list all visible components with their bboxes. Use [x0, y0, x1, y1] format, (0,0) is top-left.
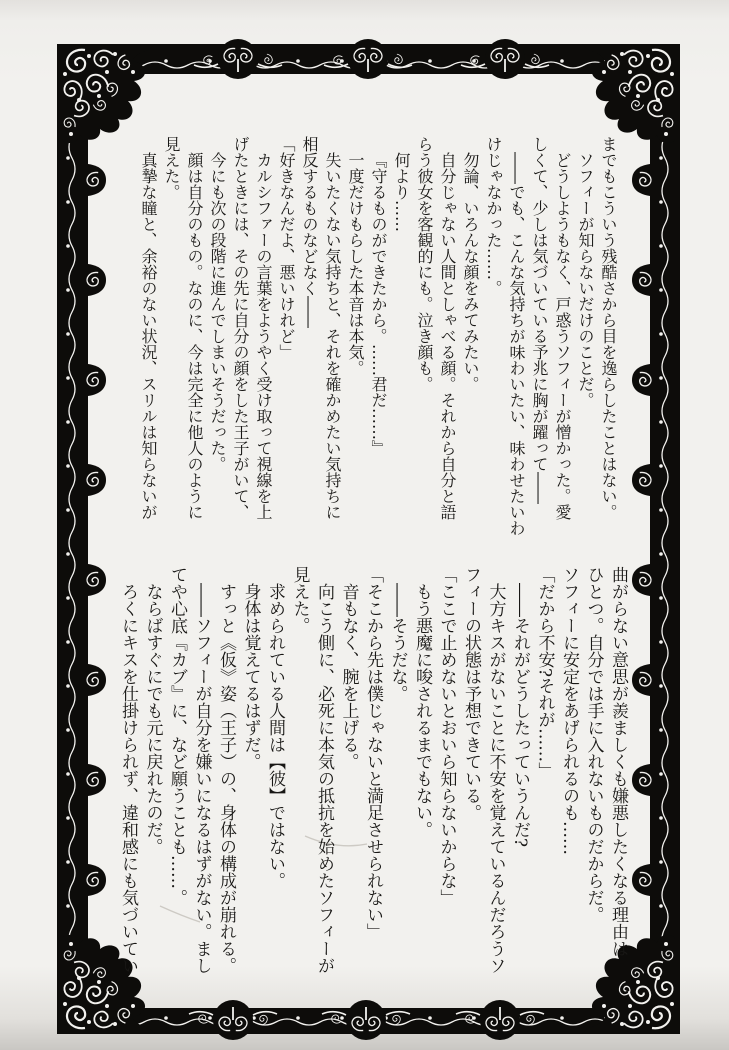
- text-column: てや心底『カブ』に、など願うことも……。: [167, 566, 187, 906]
- text-column: ソフィーに安定をあげられるのも……: [559, 566, 579, 855]
- text-column: 真摯な瞳と、余裕のない状況、スリルは知らないが: [139, 152, 158, 520]
- text-column: ろくにキスを仕掛けられず、違和感にも気づいてい: [118, 583, 138, 974]
- text-column: しくて、少しは気づいている予兆に胸が躍って――: [530, 136, 549, 504]
- text-column: 大方キスがないことに不安を覚えているんだろうソ: [485, 583, 506, 974]
- text-column: 今にも次の段階に進んでしまいそうだった。: [208, 152, 227, 472]
- text-column: ――それがどうしたっていうんだ?: [510, 583, 530, 848]
- text-column: 見えた。: [162, 136, 181, 200]
- text-column: すっと《仮》姿（王子）の、身体の構成が崩れる。: [216, 583, 236, 974]
- text-column: 『守るものができたから。……君だ……』: [369, 152, 388, 456]
- text-column: 顔は自分のもの。なのに、今は完全に他人のように: [185, 152, 204, 520]
- text-column: 音もなく、腕を上げる。: [338, 583, 359, 770]
- text-column: 見えた。: [289, 566, 310, 634]
- text-column: ――でも、こんな気持ちが味わいたい、味わせたいわ: [507, 152, 526, 536]
- text-column: ――ソフィーが自分を嫌いになるはずがない。まし: [191, 583, 212, 974]
- text-column: 身体は覚えてるはずだ。: [240, 583, 261, 770]
- text-column: 曲がらない意思が羨ましくも嫌悪したくなる理由は: [608, 566, 628, 957]
- text-block-top: [137, 136, 620, 536]
- text-column: 自分じゃない人間としゃべる顔。それから自分と語: [438, 152, 457, 520]
- text-column: ソフィーが知らないだけのことだ。: [576, 152, 595, 408]
- text-column: カルシファーの言葉をようやく受け取って視線を上: [254, 152, 273, 520]
- text-column: 相反するものなどなく――: [300, 136, 319, 328]
- text-column: げたときには、その先に自分の顔をした王子がいて、: [231, 136, 250, 520]
- text-column: までもこういう残酷さから目を逸らしたことはない。: [599, 136, 618, 520]
- text-column: らう彼女を客観的にも。泣き顔も。: [415, 136, 434, 392]
- text-column: 「ここで止めないとおいら知らないからな」: [436, 566, 457, 906]
- text-column: 向こう側に、必死に本気の抵抗を始めたソフィーが: [314, 583, 334, 974]
- text-column: 勿論、いろんな顔をみてみたい。: [461, 152, 480, 392]
- text-column: 一度だけもらした本音は本気。: [346, 152, 365, 376]
- text-column: 「だから不安?それが……」: [534, 566, 555, 780]
- text-column: 何より……: [392, 152, 411, 232]
- text-block-bottom: [116, 566, 631, 974]
- text-column: ひとつ。自分では手に入れないものだからだ。: [583, 566, 604, 923]
- text-column: フィーの状態は予想できている。: [461, 566, 481, 821]
- text-column: ならばすぐにでも元に戻れたのだ。: [142, 583, 163, 855]
- text-column: ――そうだな。: [387, 583, 408, 702]
- text-column: 失いたくない気持ちと、それを確かめたい気持ちに: [323, 152, 342, 520]
- text-column: けじゃなかった……。: [484, 136, 503, 296]
- text-column: 「そこから先は僕じゃないと満足させられない」: [363, 566, 383, 940]
- text-column: 求められている人間は【彼】ではない。: [265, 583, 285, 889]
- text-column: もう悪魔に唆されるまでもない。: [412, 583, 432, 838]
- text-column: どうしようもなく、戸惑うソフィーが憎かった。愛: [553, 152, 572, 520]
- text-column: 「好きなんだよ、悪いけれど」: [277, 136, 296, 360]
